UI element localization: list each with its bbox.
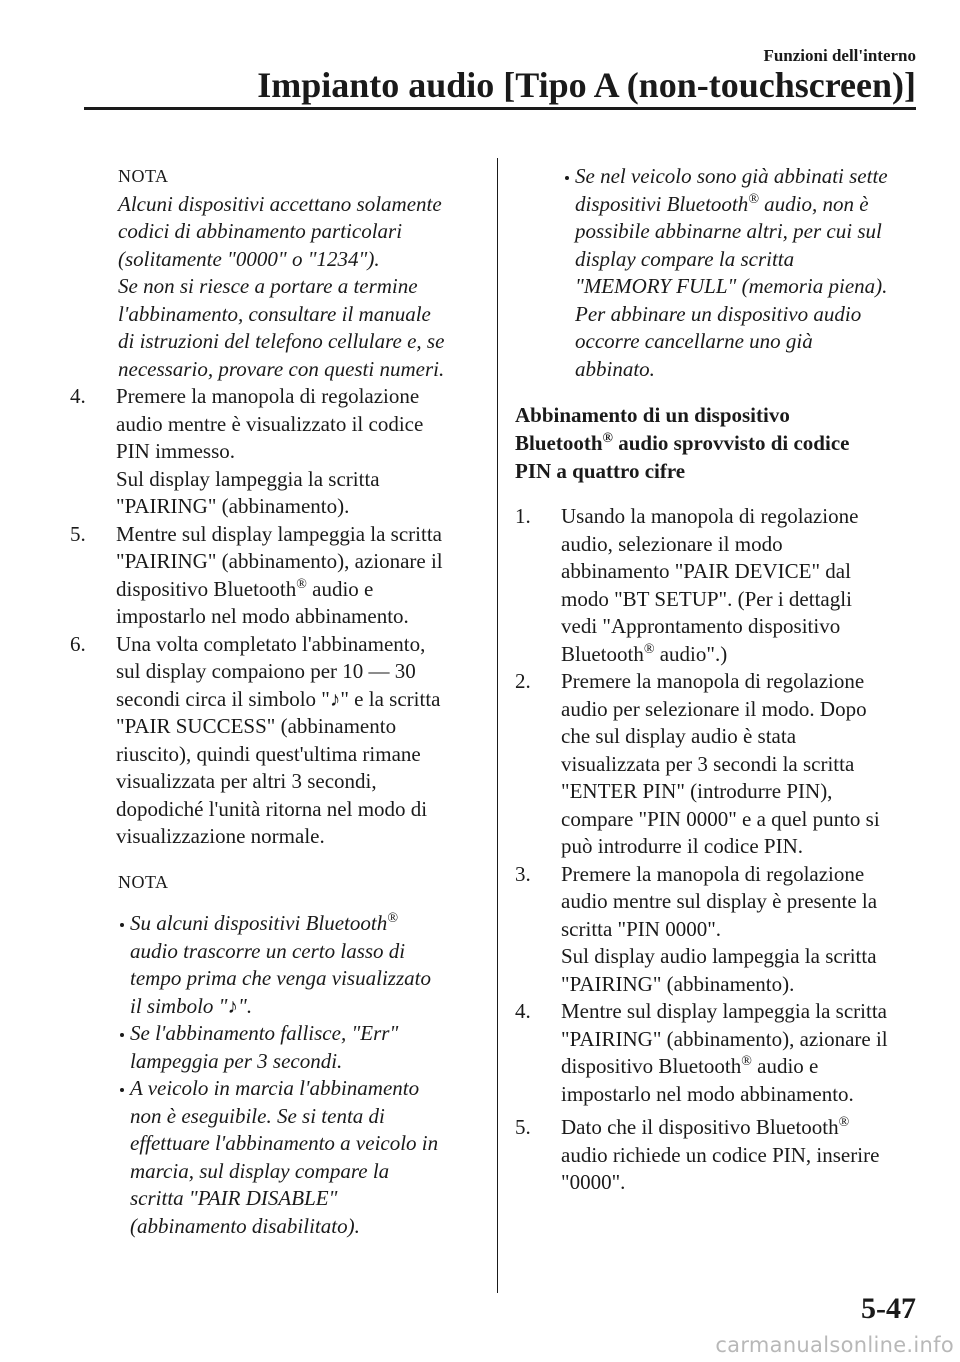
note-bullet: A veicolo in marcia l'abbinamento non è eseguibile. Se si tenta di effettuare l'abbinamento a veicolo in marcia, sul display compare la scritta "PAIR DISABLE" (abbinamento disabilitato). [118, 1075, 475, 1240]
note-bullet: Se nel veicolo sono già abbinati sette dispositivi Bluetooth® audio, non è possibile abbinarne altri, per cui sul display compare la scritta "MEMORY FULL" (memoria piena). Per abbinare un dispositivo audio occorre cancellarne uno già abbinato. [563, 163, 920, 383]
registered-mark: ® [643, 641, 655, 657]
step-6: 6. Una volta completato l'abbinamento, sul display compaiono per 10 — 30 secondi circa il simbolo "♪" e la scritta "PAIR SUCCESS" (abbinamento riuscito), quindi quest'ultima rimane visualizzata per altri 3 secondi, dopodiché l'unità ritorna nel modo di visualizzazione normale. [70, 631, 441, 848]
step-4: 4. Mentre sul display lampeggia la scritta "PAIRING" (abbinamento), azionare il dispositivo Bluetooth® audio e impostarlo nel modo abbinamento. [515, 999, 888, 1106]
music-note-icon: ♪ [329, 686, 341, 711]
step-4: 4. Premere la manopola di regolazione audio mentre è visualizzato il codice PIN immesso. Sul display lampeggia la scritta "PAIRING" (abbinamento). [70, 384, 424, 518]
note-bullet: Se l'abbinamento fallisce, "Err" lampeggia per 3 secondi. [118, 1020, 475, 1075]
right-column [515, 163, 920, 1197]
note-block-continued [515, 163, 920, 383]
step-5: 5. Mentre sul display lampeggia la scritta "PAIRING" (abbinamento), azionare il dispositivo Bluetooth® audio e impostarlo nel modo abbinamento. [70, 521, 443, 628]
left-column [70, 163, 475, 1240]
column-divider [497, 158, 498, 1293]
step-2: 2. Premere la manopola di regolazione audio per selezionare il modo. Dopo che sul display audio è stata visualizzata per 3 secondi la scritta "ENTER PIN" (introdurre PIN), compare "PIN 0000" e a quel punto si può introdurre il codice PIN. [515, 669, 880, 858]
watermark: carmanualsonline.info [715, 1333, 954, 1357]
note-bullet: Su alcuni dispositivi Bluetooth® audio trascorre un certo lasso di tempo prima che venga visualizzato il simbolo "♪". [118, 910, 475, 1020]
registered-mark: ® [602, 431, 613, 446]
registered-mark: ® [741, 1054, 752, 1069]
registered-mark: ® [838, 1115, 850, 1130]
registered-mark: ® [387, 911, 398, 926]
note-block-1 [70, 163, 475, 383]
page-number: 5-47 [861, 1292, 916, 1325]
registered-mark: ® [748, 191, 759, 207]
section-title: Funzioni dell'interno [763, 46, 916, 65]
header-rule [84, 107, 916, 110]
step-1: 1. Usando la manopola di regolazione audio, selezionare il modo abbinamento "PAIR DEVICE" dal modo "BT SETUP". (Per i dettagli vedi "Approntamento dispositivo Bluetooth® audio".) [515, 504, 859, 666]
step-5: 5. Dato che il dispositivo Bluetooth® audio richiede un codice PIN, inserire "0000". [515, 1115, 880, 1194]
registered-mark: ® [296, 576, 307, 592]
note-label: NOTA [118, 166, 169, 186]
note-block-2 [70, 869, 475, 1241]
section-heading: Abbinamento di un dispositivo Bluetooth® audio sprovvisto di codice PIN a quattro cifre [515, 403, 850, 483]
page-title: Impianto audio [Tipo A (non-touchscreen)] [257, 65, 916, 105]
note-label: NOTA [118, 871, 169, 892]
music-note-icon: ♪ [227, 993, 238, 1018]
step-3: 3. Premere la manopola di regolazione audio mentre sul display è presente la scritta "PIN 0000". Sul display audio lampeggia la scritta "PAIRING" (abbinamento). [515, 861, 878, 996]
note-text: Alcuni dispositivi accettano solamente codici di abbinamento particolari (solitamente "0000" o "1234"). Se non si riesce a portare a termine l'abbinamento, consultare il manuale di istruzioni del telefono cellulare e, se necessario, provare con questi numeri. [118, 191, 445, 381]
